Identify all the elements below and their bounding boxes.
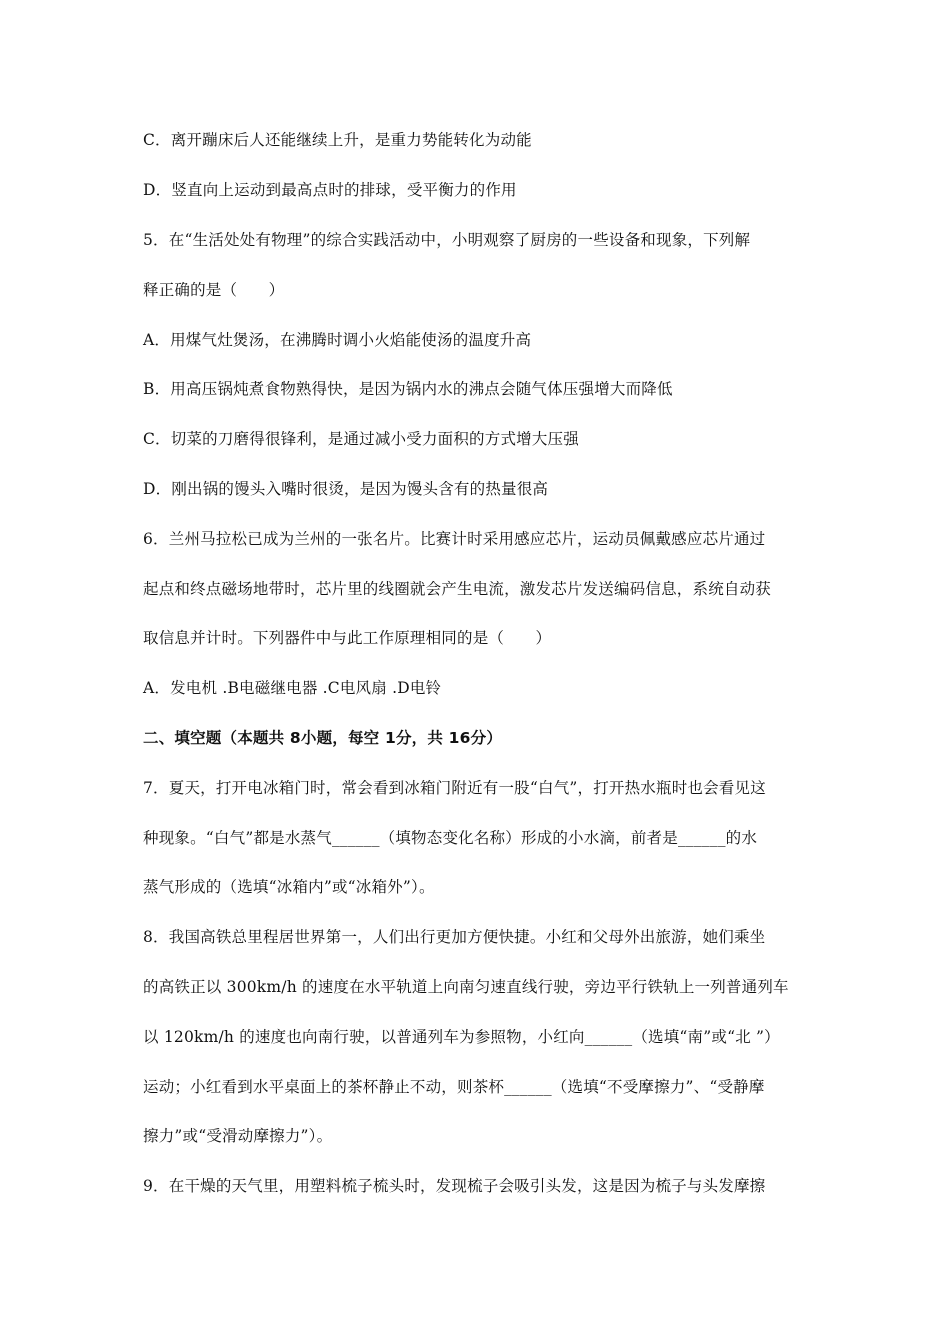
question-6-options: A．发电机 .B电磁继电器 .C电风扇 .D电铃 bbox=[143, 679, 442, 697]
section-heading-fill-blank: 二、填空题（本题共 8小题，每空 1分，共 16分） bbox=[143, 729, 503, 747]
question-6-stem-cont-2: 取信息并计时。下列器件中与此工作原理相同的是（ ） bbox=[143, 629, 552, 647]
question-5-stem-cont: 释正确的是（ ） bbox=[143, 281, 285, 299]
question-9-stem: 9．在干燥的天气里，用塑料梳子梳头时，发现梳子会吸引头发，这是因为梳子与头发摩擦 bbox=[143, 1177, 766, 1195]
question-5-stem: 5．在“生活处处有物理”的综合实践活动中，小明观察了厨房的一些设备和现象，下列解 bbox=[143, 231, 751, 249]
option-5c: C．切菜的刀磨得很锋利，是通过减小受力面积的方式增大压强 bbox=[143, 430, 579, 448]
question-8-stem-cont-2: 以 120km/h 的速度也向南行驶，以普通列车为参照物，小红向______（选填“南”或“北 ”） bbox=[143, 1028, 780, 1046]
question-6-stem-cont-1: 起点和终点磁场地带时，芯片里的线圈就会产生电流，激发芯片发送编码信息，系统自动获 bbox=[143, 580, 772, 598]
question-7-stem: 7．夏天，打开电冰箱门时，常会看到冰箱门附近有一股“白气”，打开热水瓶时也会看见这 bbox=[143, 779, 766, 797]
option-5d: D．刚出锅的馒头入嘴时很烫，是因为馒头含有的热量很高 bbox=[143, 480, 549, 498]
option-5b: B．用高压锅炖煮食物熟得快，是因为锅内水的沸点会随气体压强增大而降低 bbox=[143, 380, 673, 398]
option-4d: D．竖直向上运动到最高点时的排球，受平衡力的作用 bbox=[143, 181, 517, 199]
option-5a: A．用煤气灶煲汤，在沸腾时调小火焰能使汤的温度升高 bbox=[143, 331, 532, 349]
question-7-stem-cont-1: 种现象。“白气”都是水蒸气______（填物态变化名称）形成的小水滴，前者是______的水 bbox=[143, 829, 758, 847]
question-7-stem-cont-2: 蒸气形成的（选填“冰箱内”或“冰箱外”）。 bbox=[143, 878, 435, 896]
question-8-stem-cont-4: 擦力”或“受滑动摩擦力”）。 bbox=[143, 1127, 333, 1145]
option-4c: C．离开蹦床后人还能继续上升，是重力势能转化为动能 bbox=[143, 131, 532, 149]
question-6-stem: 6．兰州马拉松已成为兰州的一张名片。比赛计时采用感应芯片，运动员佩戴感应芯片通过 bbox=[143, 530, 766, 548]
question-8-stem-cont-3: 运动；小红看到水平桌面上的茶杯静止不动，则茶杯______（选填“不受摩擦力”、“受静摩 bbox=[143, 1078, 765, 1096]
question-8-stem-cont-1: 的高铁正以 300km/h 的速度在水平轨道上向南匀速直线行驶，旁边平行铁轨上一列普通列车 bbox=[143, 978, 789, 996]
question-8-stem: 8．我国高铁总里程居世界第一，人们出行更加方便快捷。小红和父母外出旅游，她们乘坐 bbox=[143, 928, 766, 946]
